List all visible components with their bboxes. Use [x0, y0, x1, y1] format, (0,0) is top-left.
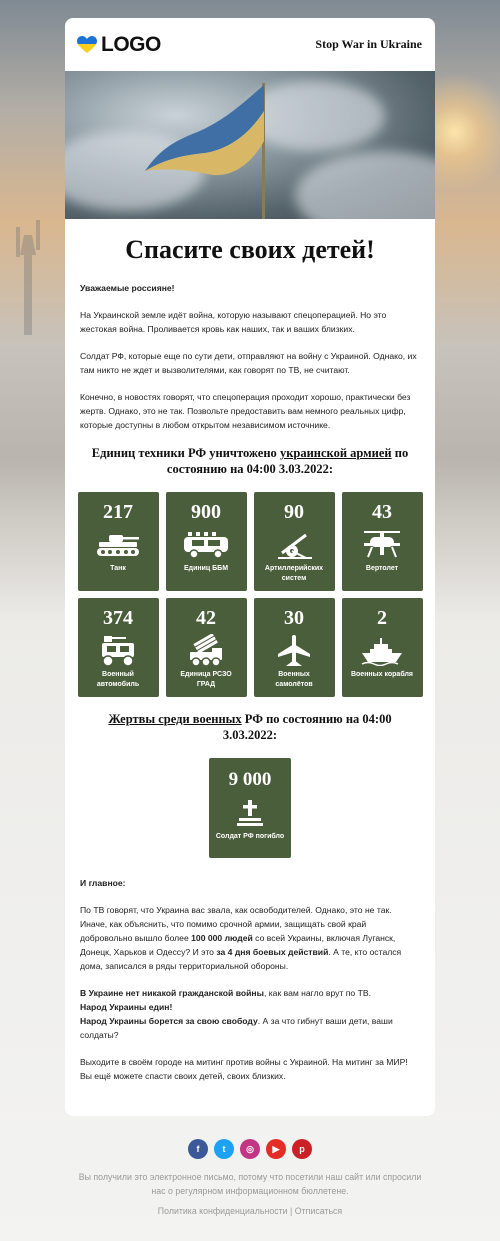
pinterest-icon[interactable]: p — [292, 1139, 312, 1159]
privacy-policy-link[interactable]: Политика конфиденциальности — [157, 1206, 288, 1216]
social-links — [0, 1139, 500, 1159]
rocket-launcher-icon — [166, 632, 247, 670]
footer-links — [0, 1206, 500, 1216]
stat-tile-aircraft — [254, 598, 335, 697]
closing-paragraph-2: В Украине нет никакой гражданской войны, как вам нагло врут по ТВ. Народ Украины един! Народ Украины борется за свою свободу. А за что гибнут ваши дети, ваши солдаты? — [80, 988, 393, 1040]
logo-text: LOGO — [101, 32, 161, 56]
header-title: Stop War in Ukraine — [315, 37, 422, 51]
facebook-icon[interactable]: f — [188, 1139, 208, 1159]
stat-value: 43 — [372, 501, 392, 523]
paragraph-1: На Украинской земле идёт война, которую называют спецоперацией. Но это жестокая война. Проливается кровь как наших, так и ваших близких. — [80, 310, 387, 334]
stat-value: 9 000 — [228, 769, 272, 790]
page-title: Спасите своих детей! — [125, 235, 375, 264]
stat-value: 42 — [196, 607, 216, 629]
hero-image — [65, 71, 435, 219]
paragraph-2: Солдат РФ, которые еще по сути дети, отправляют на войну с Украиной. Однако, их там никто не ждет и вызволителями, как говорят по ТВ, не считают. — [80, 351, 417, 375]
stat-value: 900 — [191, 501, 221, 523]
stat-tile-ship — [342, 598, 423, 697]
stat-value: 2 — [377, 607, 387, 629]
stat-tile-casualties — [209, 758, 291, 858]
heart-flag-icon — [77, 36, 97, 54]
closing-paragraph-3: Выходите в своём городе на митинг против войны с Украиной. На митинг за МИР! Вы ещё можете спасти своих детей, своих близких. — [80, 1057, 408, 1081]
email-header — [65, 18, 435, 71]
stat-label: Артиллерийских систем — [264, 565, 324, 582]
stat-label: Военных корабля — [350, 671, 414, 678]
stat-label: Танк — [110, 565, 126, 572]
paragraph-3: Конечно, в новостях говорят, что спецоперация проходит хорошо, практически без жертв. Однако, это не так. Позвольте предоставить вам немного реальных цифр, которые доступны в любом открытом независимом источнике. — [80, 392, 411, 430]
stat-tile-bbm — [166, 492, 247, 591]
stat-label: Военный автомобиль — [96, 671, 140, 688]
logo[interactable] — [77, 33, 161, 57]
stat-tile-helicopter — [342, 492, 423, 591]
stat-label: Единиц ББМ — [183, 565, 229, 572]
closing-paragraph-1: По ТВ говорят, что Украина вас звала, как освободителей. Однако, это не так. Иначе, как объяснить, что помимо срочной армии, защищать свой край добровольно вышло более 100 000 людей со всей Украины, включая Луганск, Донецк, Харьков и Одессу? И это за 4 дня боевых действий. А те, кто остался дома, записался в ряды территориальной обороны. — [80, 905, 402, 971]
military-truck-icon — [78, 632, 159, 670]
artillery-icon — [254, 526, 335, 564]
armored-vehicle-icon — [166, 526, 247, 564]
tank-icon — [78, 526, 159, 564]
ukrainian-army-link[interactable]: украинской армией — [279, 446, 392, 460]
equipment-grid — [80, 492, 420, 697]
twitter-icon[interactable]: t — [214, 1139, 234, 1159]
flag-image — [65, 71, 435, 219]
stat-tile-military-vehicle — [78, 598, 159, 697]
stat-label: Военных самолётов — [275, 671, 313, 688]
closing-heading: И главное: — [80, 878, 126, 888]
stat-tile-artillery — [254, 492, 335, 591]
casualties-link[interactable]: Жертвы среди военных — [108, 712, 242, 726]
email-card — [65, 18, 435, 1116]
helicopter-icon — [342, 526, 423, 564]
ship-icon — [342, 632, 423, 670]
equipment-section-title: Единиц техники РФ уничтожено украинской армией по состоянию на 04:00 3.03.2022: — [91, 446, 409, 476]
stat-tile-tank — [78, 492, 159, 591]
stat-value: 374 — [103, 607, 133, 629]
greeting: Уважаемые россияне! — [80, 283, 175, 293]
stat-label: Солдат РФ погибло — [215, 833, 285, 840]
stat-tile-mlrs — [166, 598, 247, 697]
stat-value: 217 — [103, 501, 133, 523]
stat-value: 30 — [284, 607, 304, 629]
footer-notice: Вы получили это электронное письмо, потому что посетили наш сайт или спросили нас о регулярном информационном бюллетене. — [78, 1172, 422, 1196]
stat-label: Единица РСЗО ГРАД — [180, 671, 232, 688]
stat-label: Вертолет — [365, 565, 399, 572]
background-statue — [8, 215, 48, 335]
footer-separator: | — [287, 1206, 295, 1216]
jet-icon — [254, 632, 335, 670]
instagram-icon[interactable]: ◎ — [240, 1139, 260, 1159]
stat-value: 90 — [284, 501, 304, 523]
casualties-section-title: Жертвы среди военных РФ по состоянию на 04:00 3.03.2022: — [108, 712, 392, 742]
youtube-icon[interactable]: ▶ — [266, 1139, 286, 1159]
unsubscribe-link[interactable]: Отписаться — [294, 1206, 343, 1216]
grave-cross-icon — [209, 794, 291, 832]
